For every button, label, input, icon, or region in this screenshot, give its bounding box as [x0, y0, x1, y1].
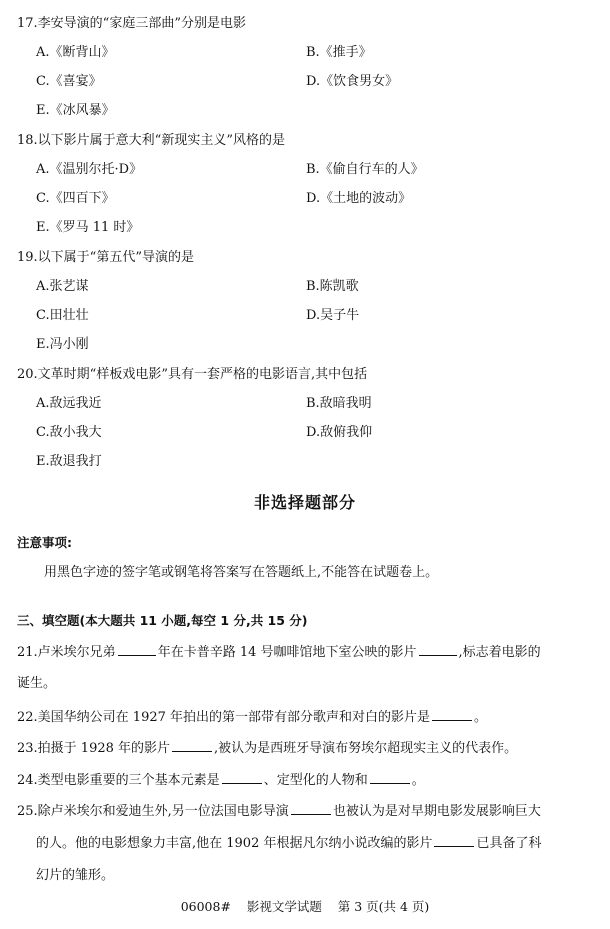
question-18-option-d: D.《土地的波动》 — [306, 191, 412, 206]
answer-blank[interactable] — [434, 834, 474, 847]
question-18-stem: 18.以下影片属于意大利“新现实主义”风格的是 — [17, 133, 285, 148]
question-22-text-2: 。 — [474, 710, 488, 725]
answer-blank[interactable] — [222, 771, 262, 784]
question-21-text-2: 年在卡普辛路 14 号咖啡馆地下室公映的影片 — [157, 645, 417, 660]
page-footer: 06008# 影视文学试题 第 3 页(共 4 页) — [180, 899, 430, 914]
question-19-option-d: D.吴子牛 — [306, 308, 360, 323]
answer-blank[interactable] — [370, 771, 410, 784]
question-25-text-4: 已具备了科 — [476, 836, 542, 851]
question-25-text-1: 25.除卢米埃尔和爱迪生外,另一位法国电影导演 — [17, 804, 289, 819]
question-25-line1 — [17, 800, 541, 819]
question-22-text-1: 22.美国华纳公司在 1927 年拍出的第一部带有部分歌声和对白的影片是 — [17, 710, 431, 725]
answer-blank[interactable] — [118, 643, 156, 656]
question-24-line — [17, 769, 425, 788]
question-21-text-3: ,标志着电影的 — [458, 645, 541, 660]
question-19-stem: 19.以下属于“第五代”导演的是 — [17, 250, 194, 265]
notice-label: 注意事项: — [17, 535, 72, 550]
question-25-text-5: 幻片的雏形。 — [36, 868, 115, 883]
section-title: 非选择题部分 — [253, 493, 356, 512]
question-23-text-2: ,被认为是西班牙导演布努埃尔超现实主义的代表作。 — [214, 741, 518, 756]
answer-blank[interactable] — [432, 708, 472, 721]
question-23-line — [17, 737, 517, 756]
question-17-option-b: B.《推手》 — [306, 45, 372, 60]
question-22-line — [17, 706, 487, 725]
question-21-text-4: 诞生。 — [17, 676, 57, 691]
question-24-text-1: 24.类型电影重要的三个基本元素是 — [17, 773, 220, 788]
question-18-option-a: A.《温别尔托·D》 — [36, 162, 143, 177]
question-20-stem: 20.文革时期“样板戏电影”具有一套严格的电影语言,其中包括 — [17, 367, 368, 382]
question-25-line2 — [36, 832, 542, 851]
answer-blank[interactable] — [419, 643, 457, 656]
answer-blank[interactable] — [172, 739, 212, 752]
question-23-text-1: 23.拍摄于 1928 年的影片 — [17, 741, 171, 756]
notice-text: 用黑色字迹的签字笔或钢笔将答案写在答题纸上,不能答在试题卷上。 — [44, 565, 439, 580]
question-19-option-c: C.田壮壮 — [36, 308, 89, 323]
question-17-option-c: C.《喜宴》 — [36, 74, 102, 89]
question-20-option-c: C.敌小我大 — [36, 425, 102, 440]
question-17-option-e: E.《冰风暴》 — [36, 103, 115, 118]
question-18-option-e: E.《罗马 11 时》 — [36, 220, 140, 235]
question-18-option-c: C.《四百下》 — [36, 191, 115, 206]
part3-title: 三、填空题(本大题共 11 小题,每空 1 分,共 15 分) — [17, 613, 308, 628]
question-24-text-3: 。 — [411, 773, 425, 788]
question-20-option-a: A.敌远我近 — [36, 396, 102, 411]
question-20-option-b: B.敌暗我明 — [306, 396, 372, 411]
answer-blank[interactable] — [291, 802, 331, 815]
question-21-text-1: 21.卢米埃尔兄弟 — [17, 645, 116, 660]
question-17-stem: 17.李安导演的“家庭三部曲”分别是电影 — [17, 16, 246, 31]
question-21-line1 — [17, 641, 541, 660]
question-19-option-e: E.冯小刚 — [36, 337, 89, 352]
question-19-option-a: A.张艺谋 — [36, 279, 89, 294]
question-18-option-b: B.《偷自行车的人》 — [306, 162, 424, 177]
question-17-option-d: D.《饮食男女》 — [306, 74, 399, 89]
question-25-text-2: 也被认为是对早期电影发展影响巨大 — [332, 804, 541, 819]
question-20-option-e: E.敌退我打 — [36, 454, 102, 469]
question-17-option-a: A.《断背山》 — [36, 45, 115, 60]
question-24-text-2: 、定型化的人物和 — [263, 773, 368, 788]
question-20-option-d: D.敌俯我仰 — [306, 425, 373, 440]
question-19-option-b: B.陈凯歌 — [306, 279, 359, 294]
question-25-text-3: 的人。他的电影想象力丰富,他在 1902 年根据凡尔纳小说改编的影片 — [36, 836, 433, 851]
